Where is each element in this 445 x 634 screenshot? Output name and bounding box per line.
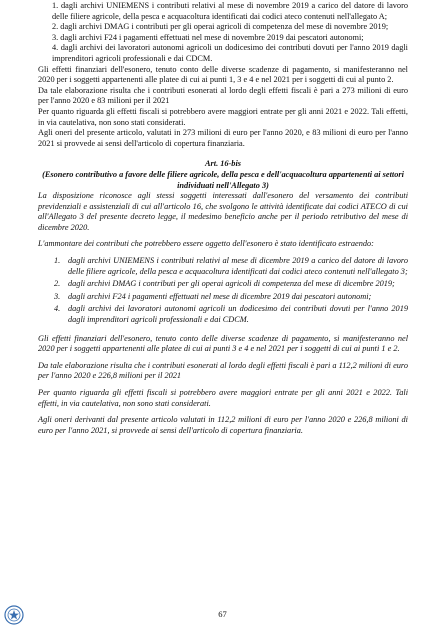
article-paragraph-charges: Agli oneri derivanti dal presente articolo valutati in 112,2 milioni di euro per l'anno 2020 e 226,8 milioni di euro per l'anno 2021, si provvede ai sensi dell'articolo di copertura finanziaria.: [38, 415, 408, 435]
article-list-item-3: 3. dagli archivi F24 i pagamenti effettuati nel mese di dicembre 2019 dai pescatori autonomi;: [54, 291, 372, 301]
article-paragraph-elaboration: Da tale elaborazione risulta che i contributi esonerati al lordo degli effetti fiscali è pari a 112,2 milioni di euro per l'anno 2020 e 226,8 milioni per il 2021: [38, 360, 408, 381]
article-paragraph-provision: La disposizione riconosce agli stessi soggetti interessati dall'esonero del versamento dei contributi previdenziali e assistenziali di cui all'articolo 16, che svolgono le attività identificate dai codici ATECO di cui all'Allegato 3 del presente decreto legge, il medesimo beneficio anche per il periodo retributivo del mese di dicembre 2020.: [38, 191, 408, 232]
top-list-item-1: 1. dagli archivi UNIEMENS i contributi relativi al mese di novembre 2019 a carico del datore di lavoro delle filiere agricole, della pesca e acquacoltura identificati dai codici ateco contenuti nell'allegato A;: [52, 1, 408, 21]
article-title: Art. 16-bis: [205, 159, 241, 169]
paragraph-fiscal-effects: Per quanto riguarda gli effetti fiscali si potrebbero avere maggiori entrate per gli anni 2021 e 2022. Tali effetti, in via cautelativa, non sono stati considerati.: [38, 106, 408, 127]
article-list-item-4: 4. dagli archivi dei lavoratori autonomi agricoli un dodicesimo dei contributi dovuti per l'anno 2019 dagli imprenditori agricoli professionali e dai CDCM.: [54, 304, 408, 325]
top-list-item-2: 2. dagli archivi DMAG i contributi per gli operai agricoli di competenza del mese di novembre 2019;: [52, 22, 389, 32]
article-list-item-2: 2. dagli archivi DMAG i contributi per gli operai agricoli di competenza del mese di dicembre 2019;: [54, 279, 395, 289]
page-number: 67: [218, 609, 227, 619]
article-paragraph-fiscal-effects: Per quanto riguarda gli effetti fiscali si potrebbero avere maggiori entrate per gli anni 2021 e 2022. Tali effetti, in via cautelativa, non sono stati considerati.: [38, 388, 408, 408]
paragraph-elaboration: Da tale elaborazione risulta che i contributi esonerati al lordo degli effetti fiscali è pari a 273 milioni di euro per l'anno 2020 e 83 milioni per il 2021: [38, 85, 408, 106]
top-list-item-3: 3. dagli archivi F24 i pagamenti effettuati nel mese di novembre 2019 dai pescatori autonomi;: [52, 32, 364, 42]
top-list-item-4: 4. dagli archivi dei lavoratori autonomi agricoli un dodicesimo dei contributi dovuti per l'anno 2019 dagli imprenditori agricoli professionali e dai CDCM.: [52, 43, 408, 63]
article-list: [38, 256, 408, 326]
article-paragraph-effects: Gli effetti finanziari dell'esonero, tenuto conto delle diverse scadenze di pagamento, si manifesteranno nel 2020 per i soggetti appartenenti alle platee di cui ai punti 3 e 4 e nel 2021 per i soggetti di cui ai punti 1 e 2.: [38, 333, 408, 354]
paragraph-charges: Agli oneri del presente articolo, valutati in 273 milioni di euro per l'anno 2020, e 83 milioni di euro per l'anno 2021 si provvede ai sensi dell'articolo di copertura finanziaria.: [38, 128, 408, 148]
article-subtitle: (Esonero contributivo a favore delle filiere agricole, della pesca e dell'acquacoltura appartenenti ai settori individuati nell'Allegato 3): [42, 169, 404, 190]
article-paragraph-amount: L'ammontare dei contributi che potrebbero essere oggetto dell'esonero è stato identificato estraendo:: [38, 239, 374, 249]
document-page: [38, 0, 408, 436]
article-list-item-1: 1. dagli archivi UNIEMENS i contributi relativi al mese di dicembre 2019 a carico del datore di lavoro delle filiere agricole, della pesca e acquacoltura identificati dai codici ateco contenuti nell'allegato 3;: [54, 256, 408, 276]
paragraph-effects: Gli effetti finanziari dell'esonero, tenuto conto delle diverse scadenze di pagamento, si manifesteranno nel 2020 per i soggetti appartenenti alle platee di cui ai punti 1, 3 e 4 e nel 2021 per i soggetti di cui al punto 2.: [38, 64, 408, 85]
